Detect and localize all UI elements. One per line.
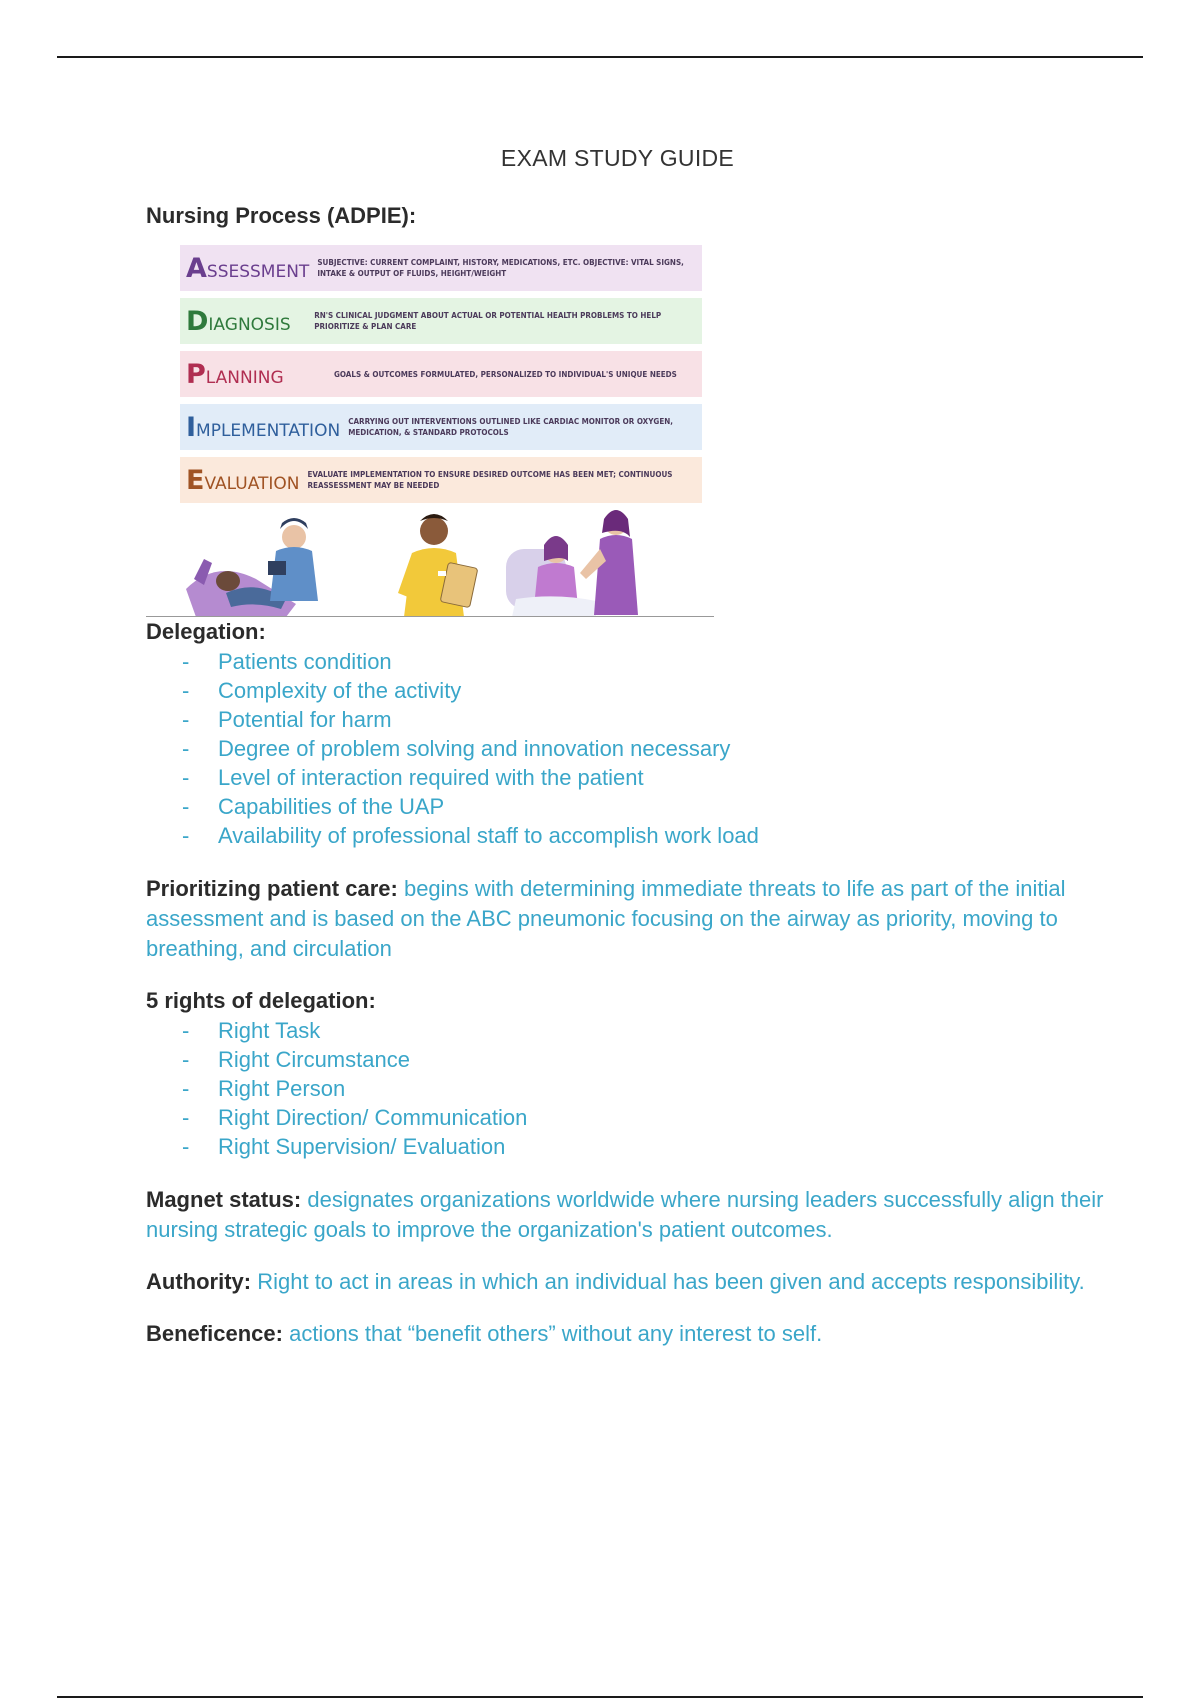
list-item: - Capabilities of the UAP <box>146 792 1106 821</box>
authority-text: Right to act in areas in which an individual has been given and accepts responsibility. <box>257 1269 1085 1294</box>
adpie-row-planning <box>180 351 702 397</box>
adpie-desc: SUBJECTIVE: CURRENT COMPLAINT, HISTORY, MEDICATIONS, ETC. OBJECTIVE: VITAL SIGNS, INTAKE & OUTPUT OF FLUIDS, HEIGHT/WEIGHT <box>317 258 684 278</box>
bed-scene <box>186 518 318 617</box>
nurse-clipboard <box>398 514 478 617</box>
list-item: - Potential for harm <box>146 705 1106 734</box>
rights-list <box>146 1016 1106 1161</box>
authority-label: Authority: <box>146 1269 252 1294</box>
list-item: - Right Supervision/ Evaluation <box>146 1132 1106 1161</box>
prioritizing-text: begins with determining immediate threats to life as part of the initial assessment and is based on the ABC pneumonic focusing on the airway as priority, moving to breathing, and circulation <box>146 876 1066 961</box>
bottom-rule <box>57 1696 1143 1698</box>
list-item: - Degree of problem solving and innovation necessary <box>146 734 1106 763</box>
list-item: - Right Task <box>146 1016 1106 1045</box>
nursing-process-heading: Nursing Process (ADPIE): <box>146 203 417 228</box>
page-title: EXAM STUDY GUIDE <box>500 145 735 171</box>
delegation-heading: Delegation: <box>146 619 266 644</box>
nurses-illustration <box>176 509 716 617</box>
adpie-graphic <box>146 235 716 617</box>
adpie-initial: E <box>186 464 205 496</box>
prioritizing-label: Prioritizing patient care: <box>146 876 398 901</box>
list-item: - Complexity of the activity <box>146 676 1106 705</box>
rights-heading: 5 rights of delegation: <box>146 988 376 1013</box>
beneficence-text: actions that “benefit others” without any interest to self. <box>289 1321 823 1346</box>
beneficence-label: Beneficence: <box>146 1321 283 1346</box>
magnet-label: Magnet status: <box>146 1187 302 1212</box>
adpie-desc: CARRYING OUT INTERVENTIONS OUTLINED LIKE CARDIAC MONITOR OR OXYGEN, MEDICATION, & STANDARD PROTOCOLS <box>348 417 673 437</box>
beneficence-paragraph <box>146 1319 1106 1349</box>
magnet-paragraph <box>146 1185 1106 1245</box>
figure-baseline <box>146 616 714 617</box>
adpie-word: VALUATION <box>204 473 300 494</box>
list-item: - Right Person <box>146 1074 1106 1103</box>
adpie-row-diagnosis <box>180 298 702 344</box>
list-item: - Right Direction/ Communication <box>146 1103 1106 1132</box>
list-item: - Level of interaction required with the patient <box>146 763 1106 792</box>
prioritizing-paragraph <box>146 874 1106 964</box>
delegation-list <box>146 647 1106 850</box>
adpie-initial: I <box>186 411 197 443</box>
adpie-desc: EVALUATE IMPLEMENTATION TO ENSURE DESIRED OUTCOME HAS BEEN MET; CONTINUOUS REASSESSMENT MAY BE NEEDED <box>307 470 673 490</box>
list-item: - Availability of professional staff to accomplish work load <box>146 821 1106 850</box>
document-body <box>146 201 1106 1349</box>
nurse-patient <box>506 510 638 617</box>
authority-paragraph <box>146 1267 1106 1297</box>
list-item: - Right Circumstance <box>146 1045 1106 1074</box>
adpie-initial: A <box>186 252 207 284</box>
magnet-text: designates organizations worldwide where nursing leaders successfully align their nursing strategic goals to improve the organization's patient outcomes. <box>146 1187 1104 1242</box>
adpie-desc: GOALS & OUTCOMES FORMULATED, PERSONALIZED TO INDIVIDUAL'S UNIQUE NEEDS <box>334 369 677 379</box>
adpie-word: IAGNOSIS <box>208 314 291 335</box>
adpie-word: MPLEMENTATION <box>196 420 341 441</box>
adpie-initial: D <box>186 305 209 337</box>
adpie-word: SSESSMENT <box>206 261 310 282</box>
list-item: - Patients condition <box>146 647 1106 676</box>
adpie-desc: RN'S CLINICAL JUDGMENT ABOUT ACTUAL OR POTENTIAL HEALTH PROBLEMS TO HELP PRIORITIZE & PLAN CARE <box>314 311 662 331</box>
adpie-row-assessment <box>180 245 702 291</box>
adpie-row-evaluation <box>180 457 702 503</box>
top-rule <box>57 56 1143 58</box>
adpie-word: LANNING <box>205 367 284 388</box>
adpie-initial: P <box>186 358 206 390</box>
adpie-row-implementation <box>180 404 702 450</box>
